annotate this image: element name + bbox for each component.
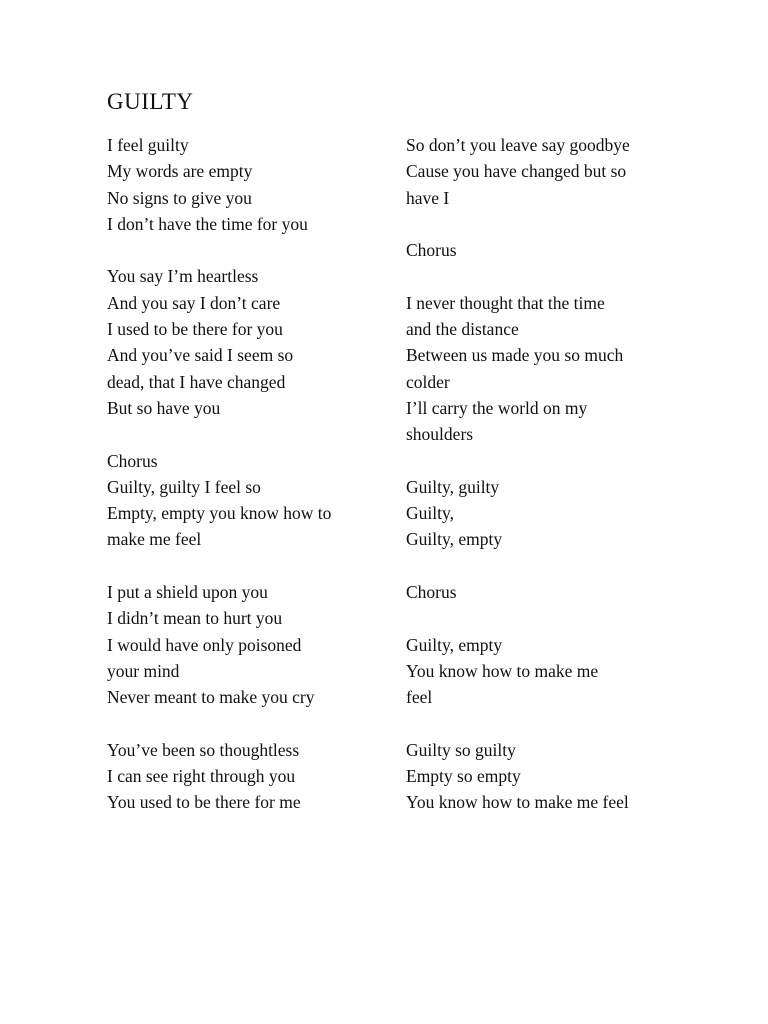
lyric-line: I feel guilty xyxy=(107,135,189,155)
lyric-line: And you say I don’t care xyxy=(107,292,281,313)
stanza-gap xyxy=(406,553,686,579)
lyric-line: You used to be there for me xyxy=(107,792,301,813)
lyric-line: You know how to make me xyxy=(406,660,599,681)
stanza-gap xyxy=(107,237,387,263)
stanza-gap xyxy=(107,421,387,447)
lyric-line: And you’ve said I seem so xyxy=(107,345,294,366)
lyric-line: You know how to make me feel xyxy=(406,792,629,813)
lyric-line: I didn’t mean to hurt you xyxy=(107,608,283,629)
lyric-line: My words are empty xyxy=(107,161,253,182)
lyric-line: Chorus xyxy=(107,450,158,471)
stanza-gap xyxy=(406,448,686,474)
lyric-line: and the distance xyxy=(406,319,519,340)
lyric-line: feel xyxy=(406,687,433,708)
lyrics-left-column xyxy=(107,132,387,816)
lyric-line: I never thought that the time xyxy=(406,292,605,313)
lyric-line: No signs to give you xyxy=(107,187,252,208)
lyric-line: Between us made you so much xyxy=(406,345,624,366)
lyric-line: Chorus xyxy=(406,582,457,603)
lyric-line: So don’t you leave say goodbye xyxy=(406,135,630,155)
stanza-gap xyxy=(406,605,686,631)
lyric-line: shoulders xyxy=(406,424,474,445)
lyric-line: Never meant to make you cry xyxy=(107,687,315,708)
lyric-line: Guilty, xyxy=(406,503,454,524)
lyric-line: Guilty, empty xyxy=(406,634,503,655)
lyric-line: Guilty, empty xyxy=(406,529,503,550)
lyric-line: Guilty, guilty xyxy=(406,476,500,497)
lyric-line: Guilty so guilty xyxy=(406,739,516,760)
lyric-line: make me feel xyxy=(107,529,202,550)
lyric-line: You say I’m heartless xyxy=(107,266,259,287)
lyric-line: But so have you xyxy=(107,397,221,418)
lyric-line: Cause you have changed but so xyxy=(406,161,627,182)
lyric-line: Guilty, guilty I feel so xyxy=(107,476,261,497)
lyric-line: Empty so empty xyxy=(406,766,521,787)
lyric-line: your mind xyxy=(107,660,180,681)
lyric-line: I can see right through you xyxy=(107,766,296,787)
lyric-line: Chorus xyxy=(406,240,457,261)
lyric-line: dead, that I have changed xyxy=(107,371,286,392)
lyric-line: I don’t have the time for you xyxy=(107,213,308,234)
lyrics-right-column xyxy=(406,132,686,816)
stanza-gap xyxy=(406,211,686,237)
stanza-gap xyxy=(406,263,686,289)
lyric-line: I’ll carry the world on my xyxy=(406,397,588,418)
lyric-line: You’ve been so thoughtless xyxy=(107,739,300,760)
stanza-gap xyxy=(406,711,686,737)
song-title: GUILTY xyxy=(107,89,194,114)
stanza-gap xyxy=(107,553,387,579)
stanza-gap xyxy=(107,711,387,737)
lyric-line: I would have only poisoned xyxy=(107,634,302,655)
lyric-line: I used to be there for you xyxy=(107,319,283,340)
lyric-line: colder xyxy=(406,371,450,392)
lyric-line: have I xyxy=(406,187,450,208)
lyric-line: I put a shield upon you xyxy=(107,582,268,603)
lyric-line: Empty, empty you know how to xyxy=(107,503,332,524)
